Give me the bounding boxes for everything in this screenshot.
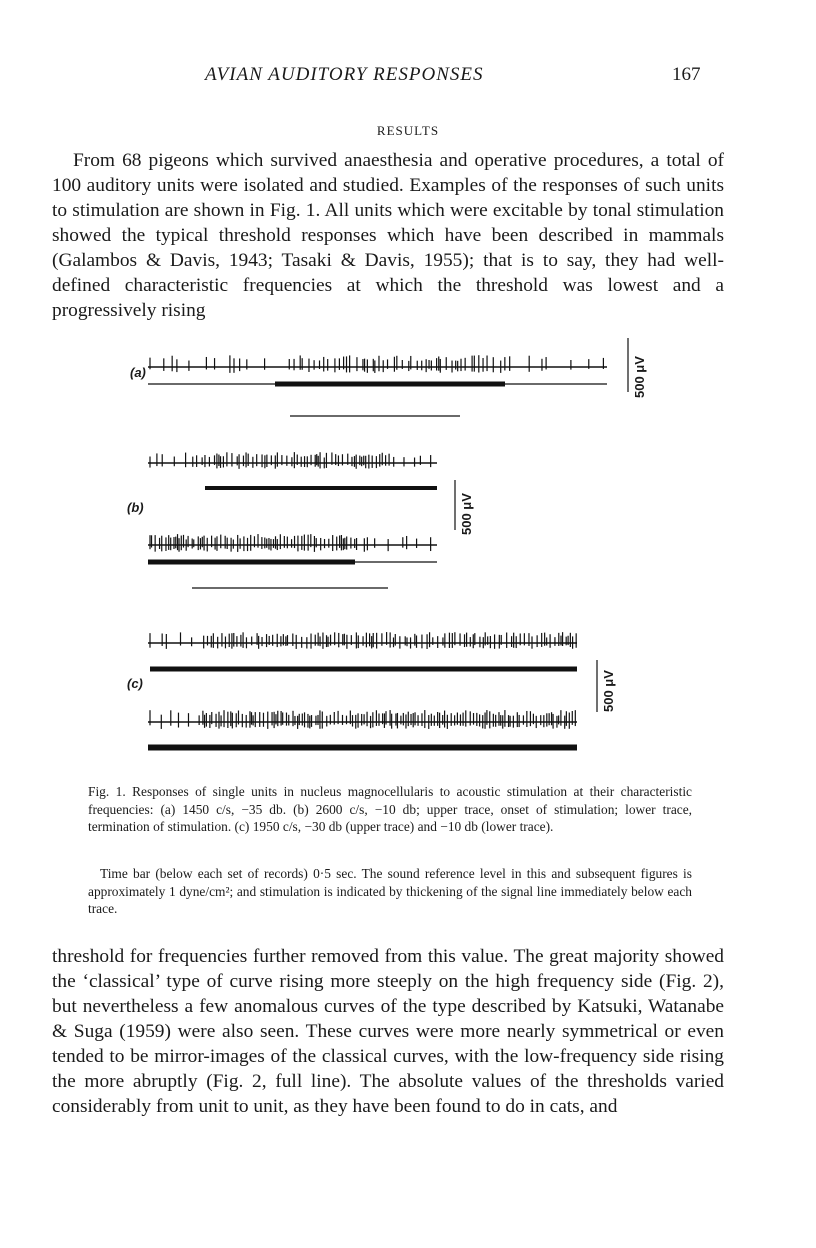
page-number: 167 — [672, 64, 701, 85]
trace-label-b: (b) — [127, 500, 144, 515]
trace-label-a: (a) — [130, 365, 146, 380]
body-paragraph-2 — [52, 944, 724, 1119]
trace-label-c: (c) — [127, 676, 143, 691]
scale-bar-label-b: 500 μV — [459, 493, 474, 535]
scale-bar-label-a: 500 μV — [632, 356, 647, 398]
caption-text-2: Time bar (below each set of records) 0·5 sec. The sound reference level in this and subsequent figures is approximately 1 dyne/cm²; and stimulation is indicated by thickening of the signal line immediately below each trace. — [88, 866, 692, 916]
caption-text-1: Fig. 1. Responses of single units in nucleus magnocellularis to acoustic stimulation at their characteristic frequencies: (a) 1450 c/s, −35 db. (b) 2600 c/s, −10 db; upper trace, onset of stimulation; lower trace, termination of stimulation. (c) 1950 c/s, −30 db (upper trace) and −10 db (lower trace). — [88, 784, 692, 834]
paragraph-text: From 68 pigeons which survived anaesthesia and operative procedures, a total of 100 auditory units were isolated and studied. Examples of the responses of such units to stimulation are shown in Fig. 1. All units which were excitable by tonal stimulation showed the typical threshold responses which have been described in mammals (Galambos & Davis, 1943; Tasaki & Davis, 1955); that is to say, they had well-defined characteristic frequencies at which the threshold was lowest and a progressively rising — [52, 150, 724, 321]
figure-caption-continued — [88, 865, 692, 918]
figure-caption — [88, 783, 692, 836]
running-header — [0, 64, 816, 92]
figure-traces — [0, 330, 816, 770]
figure-1 — [0, 330, 816, 770]
scale-bar-label-c: 500 μV — [601, 670, 616, 712]
running-title: AVIAN AUDITORY RESPONSES — [205, 64, 484, 85]
section-heading: RESULTS — [376, 123, 440, 138]
body-paragraph-1 — [52, 148, 724, 323]
paragraph-text: threshold for frequencies further removed from this value. The great majority showed the ‘classical’ type of curve rising more steeply on the high frequency side (Fig. 2), but nevertheless a few anomalous curves of the type described by Katsuki, Watanabe & Suga (1959) were also seen. These curves were more nearly symmetrical or even tended to be mirror-images of the classical curves, with the low-frequency side rising the more abruptly (Fig. 2, full line). The absolute values of the thresholds varied considerably from unit to unit, as they have been found to do in cats, and — [52, 946, 724, 1117]
